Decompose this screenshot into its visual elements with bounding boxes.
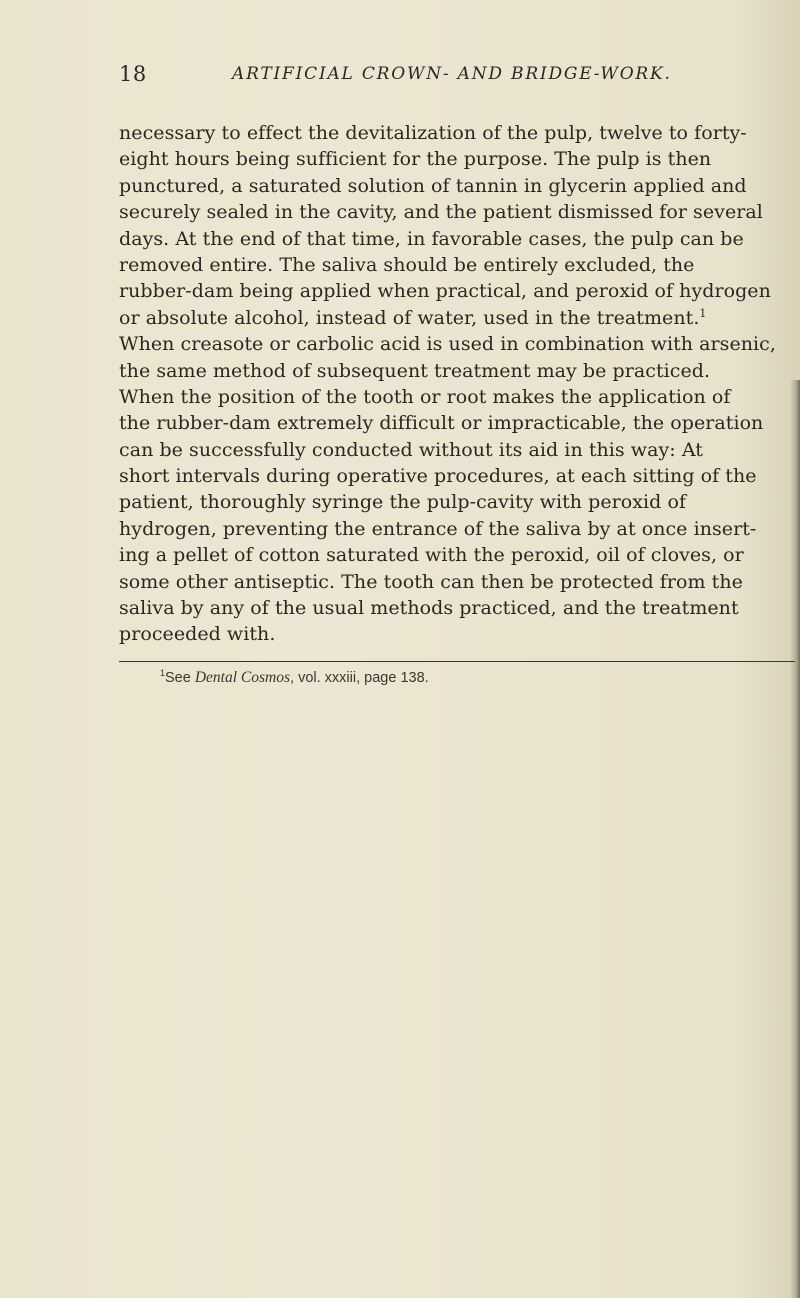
text-line: patient, thoroughly syringe the pulp-cavity with peroxid of <box>119 491 687 514</box>
text-line: days. At the end of that time, in favorable cases, the pulp can be <box>119 227 744 250</box>
text-line: securely sealed in the cavity, and the patient dismissed for several <box>119 201 763 224</box>
running-head <box>0 62 800 94</box>
footnote-divider <box>119 661 795 662</box>
text-line: hydrogen, preventing the entrance of the saliva by at once insert- <box>119 517 757 540</box>
text-line: When the position of the tooth or root makes the application of <box>119 385 731 408</box>
body-paragraph <box>119 120 799 648</box>
text-line: short intervals during operative procedures, at each sitting of the <box>119 465 757 488</box>
text-line: the same method of subsequent treatment may be practiced. <box>119 359 711 382</box>
text-line: saliva by any of the usual methods practiced, and the treatment <box>119 597 739 620</box>
text-line: punctured, a saturated solution of tannin in glycerin applied and <box>119 174 747 197</box>
footnote <box>160 669 429 687</box>
text-line: the rubber-dam extremely difficult or impracticable, the operation <box>119 412 764 435</box>
text-line: ing a pellet of cotton saturated with the peroxid, oil of cloves, or <box>119 544 744 567</box>
text-line: can be successfully conducted without its aid in this way: At <box>119 438 703 461</box>
running-title: ARTIFICIAL CROWN- AND BRIDGE-WORK. <box>232 64 672 84</box>
text-line: proceeded with. <box>119 623 276 646</box>
footnote-prefix: See <box>165 670 195 686</box>
text-line: eight hours being sufficient for the purpose. The pulp is then <box>119 148 712 171</box>
text-line: removed entire. The saliva should be entirely excluded, the <box>119 253 695 276</box>
text-line-content: or absolute alcohol, instead of water, used in the treatment. <box>119 306 700 329</box>
footnote-marker: 1 <box>160 668 166 678</box>
text-line-with-footnote <box>119 305 799 331</box>
text-line: rubber-dam being applied when practical, and peroxid of hydrogen <box>119 280 771 303</box>
footnote-journal-title: Dental Cosmos <box>194 669 291 686</box>
text-line: necessary to effect the devitalization of the pulp, twelve to forty- <box>119 122 747 144</box>
page-number: 18 <box>119 62 147 86</box>
text-line: When creasote or carbolic acid is used in combination with arsenic, <box>119 333 776 356</box>
footnote-reference: 1 <box>699 306 707 320</box>
footnote-citation: , vol. xxxiii, page 138. <box>290 670 429 686</box>
text-line: some other antiseptic. The tooth can then be protected from the <box>119 570 743 593</box>
